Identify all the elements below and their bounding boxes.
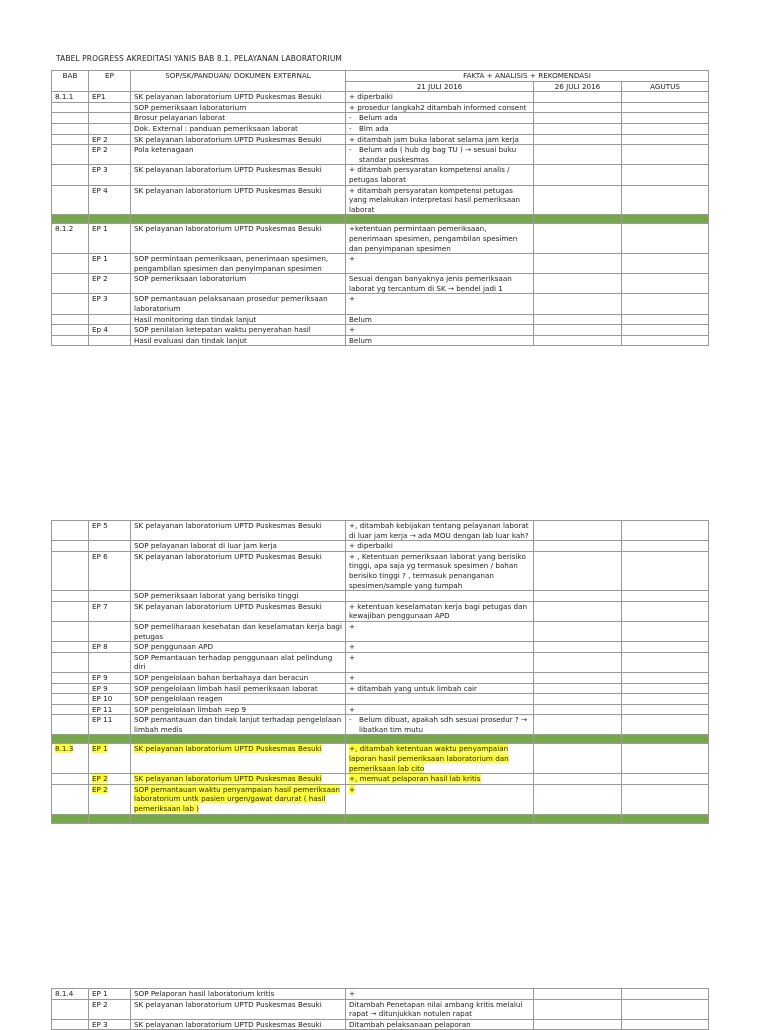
sop-cell: SOP pemeriksaan laboratorium [134, 274, 247, 284]
ep-cell: EP 11 [92, 715, 113, 725]
table-row [52, 254, 709, 274]
table-row [52, 541, 709, 552]
empty-cell [622, 591, 709, 602]
ep-cell: EP 2 [92, 274, 108, 284]
empty-cell [622, 1019, 709, 1030]
table-row [52, 999, 709, 1019]
empty-cell [534, 541, 622, 552]
page-title: TABEL PROGRESS AKREDITASI YANIS BAB 8.1. PELAYANAN LABORATORIUM [56, 54, 342, 63]
bab-cell: 8.1.4 [55, 989, 74, 998]
sop-cell: SOP pengelolaan bahan berbahaya dan beracun [134, 672, 309, 682]
empty-cell [622, 134, 709, 145]
empty-cell [534, 715, 622, 735]
progress-table-part-2 [51, 520, 709, 824]
table-row [52, 621, 709, 641]
empty-cell [534, 314, 622, 325]
sop-cell: SOP pengelolaan reagen [134, 694, 223, 704]
fakta-cell: + ditambah jam buka laborat selama jam kerja [349, 134, 519, 144]
ep-cell: EP 5 [92, 521, 108, 530]
fakta-cell: + [349, 672, 356, 682]
table-row [52, 989, 709, 1000]
fakta-cell: + diperbaiki [349, 541, 393, 551]
empty-cell [622, 521, 709, 541]
header-date-2: 26 JULI 2016 [534, 81, 622, 92]
header-sop: SOP/SK/PANDUAN/ DOKUMEN EXTERNAL [131, 71, 346, 92]
table-row [52, 165, 709, 185]
empty-cell [534, 145, 622, 165]
empty-cell [622, 704, 709, 715]
header-fakta: FAKTA + ANALISIS + REKOMENDASI [346, 71, 709, 82]
empty-cell [534, 989, 622, 1000]
fakta-cell: + ketentuan keselamatan kerja bagi petugas dan kewajiban penggunaan APD [349, 601, 528, 621]
fakta-cell: Ditambah pelaksanaan pelaporan [349, 1019, 471, 1029]
table-row [52, 784, 709, 814]
empty-cell [534, 601, 622, 621]
table-row [52, 123, 709, 134]
sop-cell: SOP penggunaan APD [134, 642, 214, 652]
fakta-cell: + [349, 294, 356, 304]
empty-cell [622, 642, 709, 653]
empty-cell [534, 335, 622, 346]
empty-cell [534, 224, 622, 254]
empty-cell [534, 642, 622, 653]
header-date-1: 21 JULI 2016 [346, 81, 534, 92]
section-separator [52, 735, 709, 744]
table-row [52, 314, 709, 325]
fakta-cell: + ditambah persyaratan kompetensi analis / petugas laborat [349, 165, 510, 184]
sop-cell: SOP pengelolaan limbah =ep 9 [134, 704, 247, 714]
empty-cell [622, 621, 709, 641]
empty-cell [622, 335, 709, 346]
sop-cell: Dok. External : panduan pemeriksaan laborat [134, 123, 298, 133]
bab-cell: 8.1.2 [55, 224, 74, 234]
fakta-cell: + ditambah persyaratan kompetensi petugas yang melakukan interpretasi hasil pemeriksaan laborat [349, 185, 521, 214]
sop-cell: SK pelayanan laboratorium UPTD Puskesmas Besuki [134, 224, 322, 234]
sop-cell: SK pelayanan laboratorium UPTD Puskesmas Besuki [134, 165, 322, 175]
empty-cell [622, 694, 709, 705]
empty-cell [534, 294, 622, 314]
table-row [52, 683, 709, 694]
sop-cell: SOP pelayanan laborat di luar jam kerja [134, 541, 277, 551]
sop-cell: SOP pemeliharaan kesehatan dan keselamatan kerja bagi petugas [134, 621, 342, 641]
fakta-cell: +, memuat pelaporan hasil lab kritis [349, 774, 481, 784]
sop-cell: SK pelayanan laboratorium UPTD Puskesmas Besuki [134, 185, 322, 195]
ep-cell: EP 2 [92, 999, 108, 1009]
empty-cell [534, 551, 622, 590]
empty-cell [534, 92, 622, 103]
header-ep: EP [89, 71, 131, 92]
empty-cell [622, 601, 709, 621]
empty-cell [622, 274, 709, 294]
sop-cell: SK pelayanan laboratorium UPTD Puskesmas Besuki [134, 92, 322, 102]
empty-cell [534, 123, 622, 134]
table-row [52, 694, 709, 705]
fakta-cell: +, ditambah kebijakan tentang pelayanan laborat di luar jam kerja → ada MOU dengan lab luar kah? [349, 521, 529, 540]
ep-cell: EP 7 [92, 601, 108, 611]
empty-cell [622, 541, 709, 552]
ep-cell: EP 2 [92, 134, 108, 144]
ep-cell: EP 6 [92, 551, 108, 561]
fakta-cell: +ketentuan permintaan pemeriksaan, penerimaan spesimen, pengambilan spesimen dan penyimpanan spesimen [349, 224, 518, 253]
empty-cell [534, 274, 622, 294]
empty-cell [622, 294, 709, 314]
empty-cell [622, 715, 709, 735]
empty-cell [622, 165, 709, 185]
empty-cell [534, 591, 622, 602]
fakta-cell: Belum [349, 314, 372, 324]
sop-cell: Hasil evaluasi dan tindak lanjut [134, 335, 247, 345]
progress-table-part-1 [51, 70, 709, 346]
sop-cell: SOP pengelolaan limbah hasil pemeriksaan laborat [134, 683, 318, 693]
empty-cell [622, 325, 709, 336]
sop-cell: SOP Pemantauan terhadap penggunaan alat pelindung diri [134, 652, 333, 672]
ep-cell: EP 3 [92, 1019, 108, 1029]
table-row [52, 642, 709, 653]
fakta-cell: + ditambah yang untuk limbah cair [349, 683, 477, 693]
empty-cell [534, 134, 622, 145]
ep-cell: EP 4 [92, 185, 108, 195]
empty-cell [622, 652, 709, 672]
fakta-cell: + [349, 642, 356, 652]
table-row [52, 134, 709, 145]
sop-cell: SK pelayanan laboratorium UPTD Puskesmas Besuki [134, 1019, 322, 1029]
table-row [52, 551, 709, 590]
sop-cell: SK pelayanan laboratorium UPTD Puskesmas Besuki [134, 521, 322, 530]
ep-cell: EP 9 [92, 672, 108, 682]
fakta-cell: + [349, 704, 356, 714]
empty-cell [622, 92, 709, 103]
empty-cell [534, 113, 622, 124]
empty-cell [622, 683, 709, 694]
header-bab: BAB [52, 71, 89, 92]
sop-cell: SOP pemeriksaan laboratorium [134, 102, 247, 112]
empty-cell [534, 102, 622, 113]
table-row [52, 521, 709, 541]
bab-cell: 8.1.1 [55, 92, 74, 102]
empty-cell [622, 145, 709, 165]
empty-cell [534, 254, 622, 274]
empty-cell [622, 102, 709, 113]
sop-cell: Brosur pelayanan laborat [134, 113, 226, 123]
sop-cell: Hasil monitoring dan tindak lanjut [134, 314, 257, 324]
fakta-cell: +, ditambah ketentuan waktu penyampaian laporan hasil pemeriksaan laboratorium dan pemeriksaan lab cito [349, 744, 509, 773]
table-row [52, 715, 709, 735]
ep-cell: Ep 4 [92, 325, 108, 335]
section-separator [52, 814, 709, 823]
table-row [52, 294, 709, 314]
sop-cell: Pola ketenagaan [134, 145, 194, 155]
table-row [52, 325, 709, 336]
ep-cell: EP 11 [92, 704, 113, 714]
empty-cell [534, 165, 622, 185]
fakta-cell: + [349, 652, 356, 662]
section-separator [52, 215, 709, 224]
ep-cell: EP1 [92, 92, 106, 102]
table-row [52, 1019, 709, 1030]
empty-cell [622, 123, 709, 134]
sop-cell: SK pelayanan laboratorium UPTD Puskesmas Besuki [134, 134, 322, 144]
fakta-cell: Belum [349, 335, 372, 345]
empty-cell [622, 744, 709, 774]
sop-cell: SOP pemantauan waktu penyampaian hasil pemeriksaan laboratorium untk pasien urgen/gawat darurat ( hasil pemeriksaan lab ) [134, 784, 340, 814]
ep-cell: EP 3 [92, 165, 108, 175]
empty-cell [622, 314, 709, 325]
empty-cell [534, 744, 622, 774]
empty-cell [534, 621, 622, 641]
table-row [52, 224, 709, 254]
empty-cell [534, 704, 622, 715]
table-row [52, 113, 709, 124]
sop-cell: SOP Pelaporan hasil laboratorium kritis [134, 989, 275, 998]
fakta-cell: - Belum dibuat, apakah sdh sesuai prosedur ? → libatkan tim mutu [349, 715, 530, 734]
ep-cell: EP 1 [92, 254, 108, 264]
ep-cell: EP 2 [92, 784, 108, 794]
table-row [52, 601, 709, 621]
sop-cell: SK pelayanan laboratorium UPTD Puskesmas Besuki [134, 551, 322, 561]
empty-cell [622, 784, 709, 814]
empty-cell [534, 672, 622, 683]
empty-cell [534, 1019, 622, 1030]
ep-cell: EP 2 [92, 774, 108, 784]
empty-cell [534, 325, 622, 336]
empty-cell [622, 999, 709, 1019]
empty-cell [534, 774, 622, 785]
sop-cell: SK pelayanan laboratorium UPTD Puskesmas Besuki [134, 601, 322, 611]
fakta-cell: + [349, 621, 356, 631]
ep-cell: EP 1 [92, 224, 108, 234]
ep-cell: EP 1 [92, 989, 108, 998]
table-row [52, 652, 709, 672]
fakta-cell: Sesuai dengan banyaknya jenis pemeriksaan laborat yg tercantum di SK → bendel jadi 1 [349, 274, 512, 293]
sop-cell: SOP permintaan pemeriksaan, penerimaan spesimen, pengambilan spesimen dan penyimpanan spesimen [134, 254, 329, 273]
fakta-cell: + [349, 254, 356, 264]
fakta-cell: + [349, 784, 356, 794]
sop-cell: SOP pemantauan pelaksanaan prosedur pemeriksaan laboratorium [134, 294, 328, 314]
table-row [52, 274, 709, 294]
table-row [52, 92, 709, 103]
table-row [52, 672, 709, 683]
sop-cell: SK pelayanan laboratorium UPTD Puskesmas Besuki [134, 744, 322, 754]
table-row [52, 185, 709, 215]
empty-cell [622, 989, 709, 1000]
fakta-cell: + prosedur langkah2 ditambah informed consent [349, 102, 527, 112]
fakta-cell: + [349, 989, 356, 998]
sop-cell: SK pelayanan laboratorium UPTD Puskesmas Besuki [134, 774, 322, 784]
ep-cell: EP 3 [92, 294, 108, 304]
fakta-cell: - Belum ada [349, 113, 530, 123]
fakta-cell: + , Ketentuan pemeriksaan laborat yang berisiko tinggi, apa saja yg termasuk spesimen / bahan berisiko tinggi ? , termasuk penanganan spesimen/sample yang tumpah [349, 551, 526, 590]
table-row [52, 335, 709, 346]
sop-cell: SOP penilaian ketepatan waktu penyerahan hasil [134, 325, 311, 335]
empty-cell [622, 224, 709, 254]
empty-cell [622, 113, 709, 124]
empty-cell [534, 999, 622, 1019]
ep-cell: EP 8 [92, 642, 108, 652]
table-row [52, 774, 709, 785]
sop-cell: SOP pemantauan dan tindak lanjut terhadap pengelolaan limbah medis [134, 715, 342, 734]
sop-cell: SOP pemeriksaan laborat yang berisiko tinggi [134, 591, 299, 601]
empty-cell [534, 683, 622, 694]
table-row [52, 591, 709, 602]
ep-cell: EP 10 [92, 694, 113, 704]
fakta-cell: - Belum ada ( hub dg bag TU ) → sesuai buku standar puskesmas [349, 145, 530, 164]
ep-cell: EP 9 [92, 683, 108, 693]
fakta-cell: - Blm ada [349, 124, 530, 134]
table-row [52, 145, 709, 165]
table-row [52, 102, 709, 113]
empty-cell [622, 774, 709, 785]
fakta-cell: + diperbaiki [349, 92, 393, 102]
fakta-cell: + [349, 325, 356, 335]
ep-cell: EP 2 [92, 145, 108, 155]
empty-cell [622, 551, 709, 590]
empty-cell [534, 694, 622, 705]
empty-cell [622, 672, 709, 683]
empty-cell [534, 784, 622, 814]
header-date-3: AGUTUS [622, 81, 709, 92]
fakta-cell: Ditambah Penetapan nilai ambang kritis melalui rapat → ditunjukkan notulen rapat [349, 999, 523, 1019]
ep-cell: EP 1 [92, 744, 108, 754]
sop-cell: SK pelayanan laboratorium UPTD Puskesmas Besuki [134, 999, 322, 1009]
empty-cell [534, 185, 622, 215]
empty-cell [622, 254, 709, 274]
bab-cell: 8.1.3 [55, 744, 74, 754]
table-row [52, 704, 709, 715]
empty-cell [622, 185, 709, 215]
empty-cell [534, 652, 622, 672]
empty-cell [534, 521, 622, 541]
table-row [52, 744, 709, 774]
